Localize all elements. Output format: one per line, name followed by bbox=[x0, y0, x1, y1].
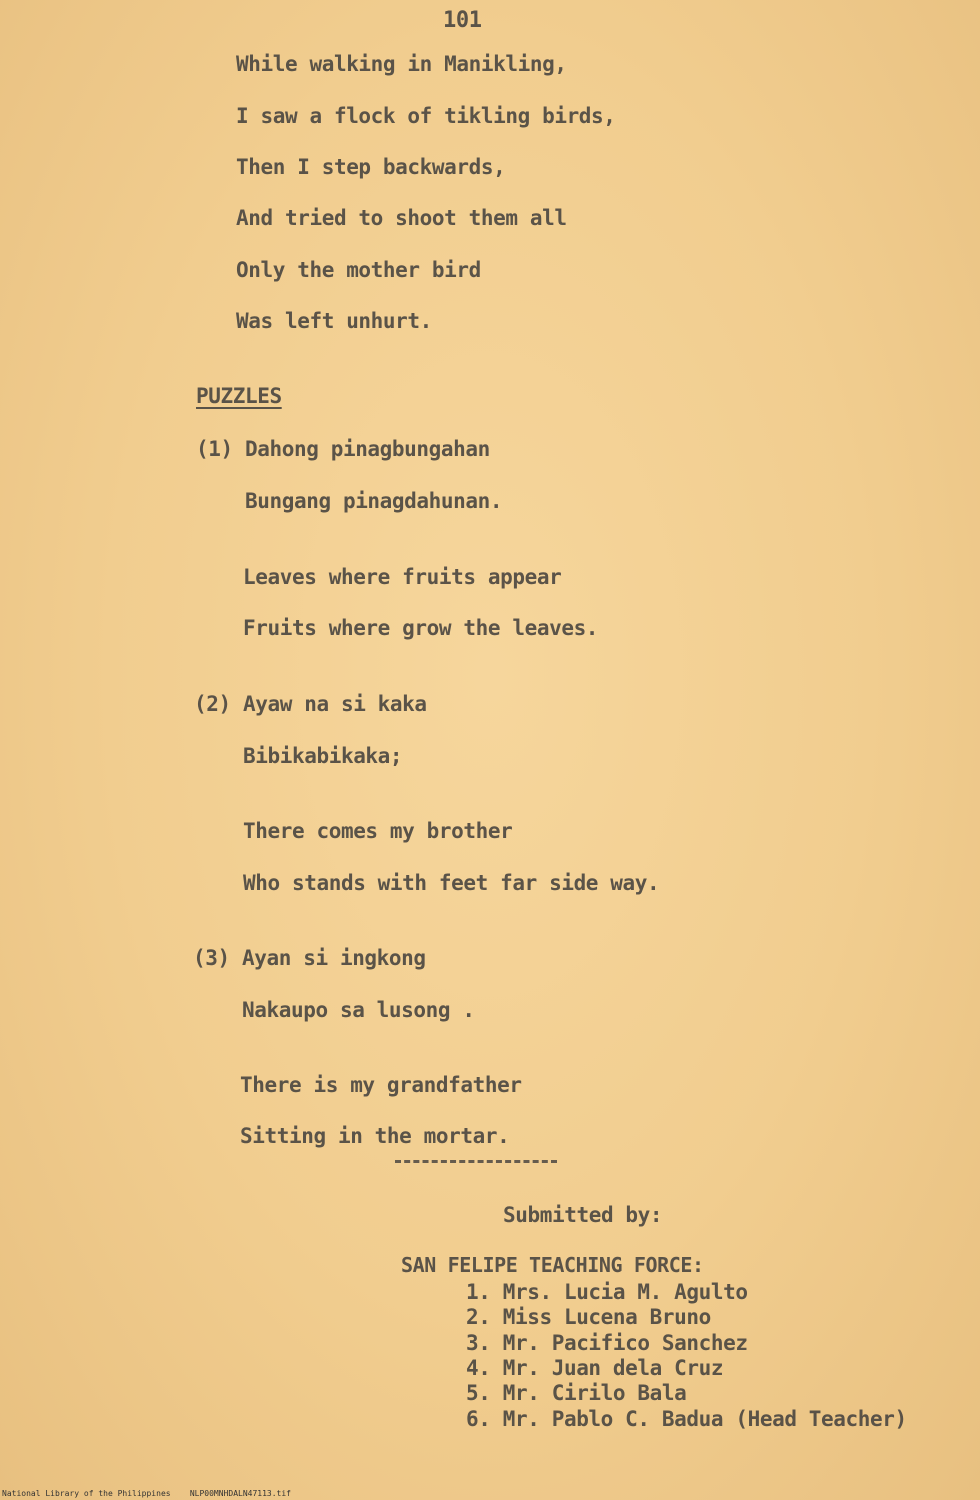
poem-line: And tried to shoot them all bbox=[236, 206, 567, 230]
teacher-list-item: 3. Mr. Pacifico Sanchez bbox=[466, 1331, 748, 1355]
page-number: 101 bbox=[443, 8, 482, 33]
puzzle-number: (3) bbox=[193, 946, 230, 970]
poem-line: I saw a flock of tikling birds, bbox=[236, 104, 616, 128]
scan-footer bbox=[2, 1489, 291, 1498]
puzzle-english-line: Leaves where fruits appear bbox=[243, 565, 562, 589]
puzzle-native-line: Dahong pinagbungahan bbox=[245, 437, 490, 461]
poem-line: Only the mother bird bbox=[236, 258, 481, 282]
puzzle-native-line: Ayaw na si kaka bbox=[243, 692, 427, 716]
puzzle-number: (2) bbox=[194, 692, 231, 716]
teacher-list-item: 5. Mr. Cirilo Bala bbox=[466, 1381, 687, 1405]
puzzles-heading: PUZZLES bbox=[196, 384, 282, 408]
teacher-list-item: 4. Mr. Juan dela Cruz bbox=[466, 1356, 724, 1380]
puzzle-number: (1) bbox=[196, 437, 233, 461]
puzzle-english-line: Fruits where grow the leaves. bbox=[243, 616, 599, 640]
submitted-by-label: Submitted by: bbox=[503, 1203, 663, 1227]
teacher-list-item: 1. Mrs. Lucia M. Agulto bbox=[466, 1280, 748, 1304]
puzzle-native-line: Bibikabikaka; bbox=[243, 744, 403, 768]
puzzle-english-line: Who stands with feet far side way. bbox=[243, 871, 660, 895]
puzzle-native-line: Ayan si ingkong bbox=[242, 946, 426, 970]
poem-line: Then I step backwards, bbox=[236, 155, 506, 179]
teaching-force-heading: SAN FELIPE TEACHING FORCE: bbox=[401, 1253, 704, 1277]
poem-line: Was left unhurt. bbox=[236, 309, 432, 333]
poem-line: While walking in Manikling, bbox=[236, 52, 567, 76]
footer-file: NLP00MNHDALN47113.tif bbox=[189, 1489, 291, 1498]
puzzle-native-line: Nakaupo sa lusong . bbox=[242, 998, 475, 1022]
teacher-list-item: 2. Miss Lucena Bruno bbox=[466, 1305, 711, 1329]
puzzle-english-line: There comes my brother bbox=[243, 819, 513, 843]
puzzle-english-line: Sitting in the mortar. bbox=[240, 1124, 510, 1148]
puzzle-native-line: Bungang pinagdahunan. bbox=[245, 489, 503, 513]
puzzle-english-line: There is my grandfather bbox=[240, 1073, 522, 1097]
section-divider bbox=[395, 1160, 557, 1163]
teacher-list-item: 6. Mr. Pablo C. Badua (Head Teacher) bbox=[466, 1407, 907, 1431]
footer-library: National Library of the Philippines bbox=[2, 1489, 171, 1498]
